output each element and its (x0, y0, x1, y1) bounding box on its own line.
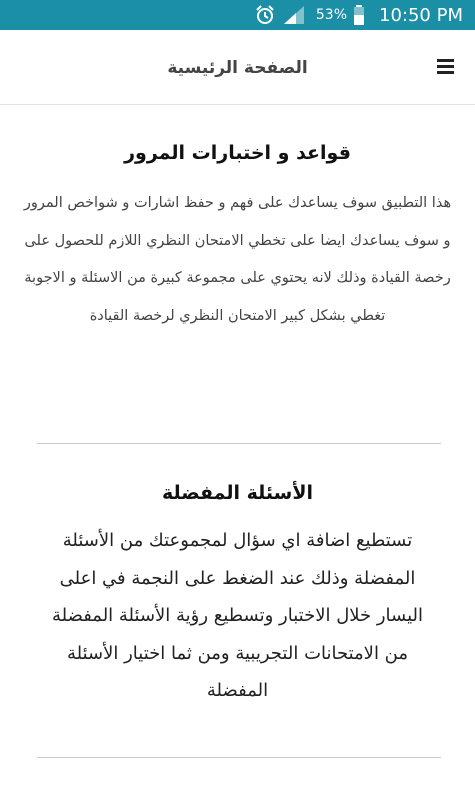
hamburger-menu-icon[interactable] (435, 57, 457, 77)
battery-icon (353, 4, 365, 26)
app-bar (0, 30, 475, 105)
divider (37, 757, 441, 758)
page-title: الصفحة الرئيسية (167, 57, 308, 78)
alarm-icon (254, 4, 276, 26)
signal-icon (282, 4, 308, 26)
status-time: 10:50 PM (379, 4, 463, 26)
section-title: الأسئلة المفضلة (161, 482, 314, 504)
section-body: هذا التطبيق سوف يساعدك على فهم و حفظ اشارات و شواخص المرور و سوف يساعدك ايضا على تخطي الامتحان النظري اللازم للحصول على رخصة القيادة وذلك لانه يحتوي على مجموعة كبيرة من الاسئلة و الاجوبة تغطي بشكل كبير الامتحان النظري لرخصة القيادة (23, 195, 452, 324)
section-title: قواعد و اختبارات المرور (124, 142, 351, 164)
divider (37, 443, 441, 444)
status-bar (0, 0, 475, 30)
section-body-container (40, 522, 435, 720)
battery-percent: 53% (315, 7, 348, 23)
section-body: تستطيع اضافة اي سؤال لمجموعتك من الأسئلة المفضلة وذلك عند الضغط على النجمة في اعلى اليسار خلال الاختبار وتسطيع رؤية الأسئلة المفضلة من الامتحانات التجريبية ومن ثما اختيار الأسئلة المفضلة (51, 530, 424, 701)
